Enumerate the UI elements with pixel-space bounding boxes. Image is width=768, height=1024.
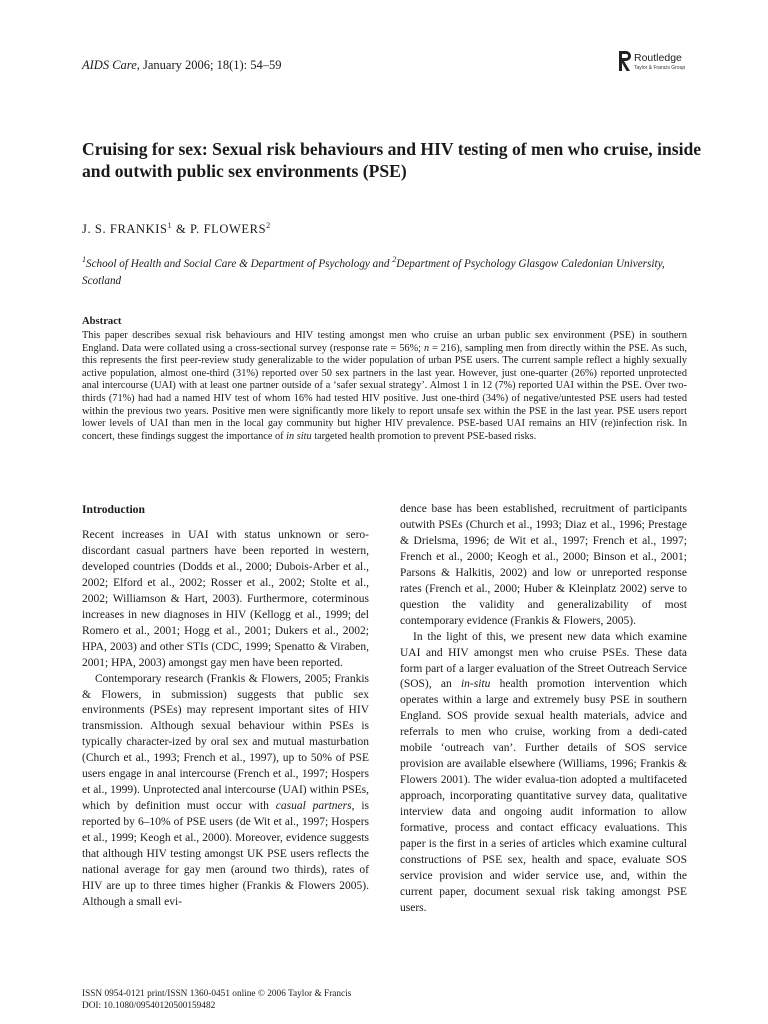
- affiliation-text: School of Health and Social Care & Department of Psychology and: [86, 258, 393, 270]
- affiliation-marker: 1: [82, 255, 86, 264]
- body-paragraph: Recent increases in UAI with status unknown or sero-discordant casual partners have been reported in western, developed countries (Dodds et al., 2000; Dubois-Arber et al., 2002; Elford et al., 2002; Rosser et al., 2002; Stolte et al., 2002; Williamson & Hart, 2003). Furthermore, coterminous increases in new diagnoses in HIV (Kellogg et al., 1999; del Romero et al., 2001; Hogg et al., 2001; Dukers et al., 2002; HPA, 2003) and other STIs (CDC, 1999; Spenatto & Viraben, 2001; HPA, 2003) amongst gay men have been reported.: [82, 529, 369, 669]
- doi-line[interactable]: DOI: 10.1080/09540120500159482: [82, 1001, 216, 1011]
- body-paragraph: [82, 672, 369, 911]
- journal-citation: [82, 58, 282, 73]
- author-affiliation-marker: 1: [167, 221, 173, 230]
- body-text: In the light of this, we present new data which examine UAI and HIV amongst men who cruise PSEs. These data form part of a larger evaluation of the Street Outreach Service (SOS), an: [400, 630, 687, 691]
- right-column: [400, 502, 687, 917]
- author-list: [82, 222, 271, 237]
- body-text: health promotion intervention which operates within a large and extremely busy PSE in southern England. SOS provide sexual health materials, advice and referrals to men who cruise, working from a dedi-cated mobile ‘outreach van’. Further details of SOS service provision are available elsewhere (Williams, 1996; Frankis & Flowers 2001). The wider evalua-tion adopted a multifaceted approach, incorporating quantitative survey data, qualitative interview data and ongoing audit information to allow formative, process and contact efficacy evaluations. This paper is the first in a series of articles which examine cultural constructions of PSE sex, health and space, evaluate SOS service provision and wider service use, and, within the current paper, document sexual risk taking amongst PSE users.: [400, 678, 687, 914]
- abstract-text: [82, 330, 687, 443]
- abstract-part: = 216), sampling men from directly within the PSE. As such, this represents the first peer-review study generalizable to the wider population of urban PSE users. The current sample reflect a highly sexually active population, almost one-third (31%) reported over 50 sex partners in the last year. However, just one-quarter (26%) reported unprotected anal intercourse (UAI) with at least one partner outside of a ‘safer sexual strategy’. Almost 1 in 12 (7%) reported UAI within the PSE. Over two-thirds (71%) had had a named HIV test of whom 16% had tested HIV positive. Just one-third (34%) of negative/untested PSE users had tested within the previous two years. Positive men were significantly more likely to report unsafe sex within the PSE in the last year. PSE users report lower levels of UAI than men in the local gay community but higher HIV prevalence. PSE-based UAI remains an HIV (re)infection risk. In concert, these findings suggest the importance of: [82, 342, 687, 442]
- body-italic: in-situ: [460, 678, 491, 691]
- author-affiliation-marker: 2: [266, 221, 271, 230]
- body-paragraph: [400, 630, 687, 917]
- introduction-heading: Introduction: [82, 503, 145, 516]
- author-separator: &: [172, 222, 190, 236]
- abstract-italic: n: [423, 342, 430, 354]
- routledge-logo-icon: [619, 51, 631, 71]
- affiliation-text: Department of Psychology Glasgow Caledonian University, Scotland: [82, 258, 665, 287]
- journal-name: AIDS Care: [82, 58, 137, 72]
- affiliation-marker: 2: [392, 255, 397, 264]
- article-title: Cruising for sex: Sexual risk behaviours and HIV testing of men who cruise, inside and outwith public sex environments (PSE): [82, 139, 702, 181]
- page-footer: [82, 988, 351, 1012]
- abstract-heading: Abstract: [82, 316, 122, 327]
- body-text: Contemporary research (Frankis & Flowers, 2005; Frankis & Flowers, in submission) suggests that public sex environments (PSEs) may represent important sites of HIV transmission. Although sexual behaviour within PSEs is typically character-ized by oral sex and mutual masturbation (Church et al., 1993; French et al., 1997), up to 50% of PSE users engage in anal intercourse (French et al., 1997; Hospers et al., 1999). Unprotected anal intercourse (UAI) within PSEs, which by definition must occur with: [82, 672, 369, 813]
- left-column: [82, 502, 369, 911]
- journal-issue-info: , January 2006; 18(1): 54–59: [136, 58, 282, 72]
- author-name: P. FLOWERS: [190, 222, 267, 236]
- abstract-part: targeted health promotion to prevent PSE-based risks.: [311, 430, 537, 442]
- publisher-name: Routledge: [634, 52, 682, 64]
- abstract-italic: in situ: [286, 430, 312, 442]
- abstract-part: This paper describes sexual risk behaviours and HIV testing amongst men who cruise an urban public sex environment (PSE) in southern England. Data were collated using a cross-sectional survey (response rate = 56%;: [82, 330, 687, 354]
- body-italic: casual partners: [275, 800, 352, 813]
- body-paragraph: dence base has been established, recruitment of participants outwith PSEs (Church et al., 1993; Diaz et al., 1996; Prestage & Drielsma, 1996; de Wit et al., 1997; French et al., 1997; French et al., 2000; Keogh et al., 2000; Binson et al., 2001; Parsons & Halkitis, 2002) and low or unreported response rates (French et al., 2000; Huber & Kleinplatz 2002) serve to question the validity and generalizability of most contemporary evidence (Frankis & Flowers, 2005).: [400, 503, 687, 627]
- body-text: , is reported by 6–10% of PSE users (de Wit et al., 1997; Hospers et al., 1999; Keogh et al., 2000). Moreover, evidence suggests that although HIV testing amongst UK PSE users reflects the national average for gay men (around two thirds), rates of HIV are up to three times higher (Frankis & Flowers 2005). Although a small evi-: [82, 800, 370, 908]
- publisher-group: Taylor & Francis Group: [634, 65, 686, 71]
- author-name: J. S. FRANKIS: [82, 222, 168, 236]
- publisher-logo[interactable]: [619, 50, 699, 76]
- author-affiliations: [82, 256, 682, 290]
- issn-line: ISSN 0954-0121 print/ISSN 1360-0451 online © 2006 Taylor & Francis: [82, 989, 352, 999]
